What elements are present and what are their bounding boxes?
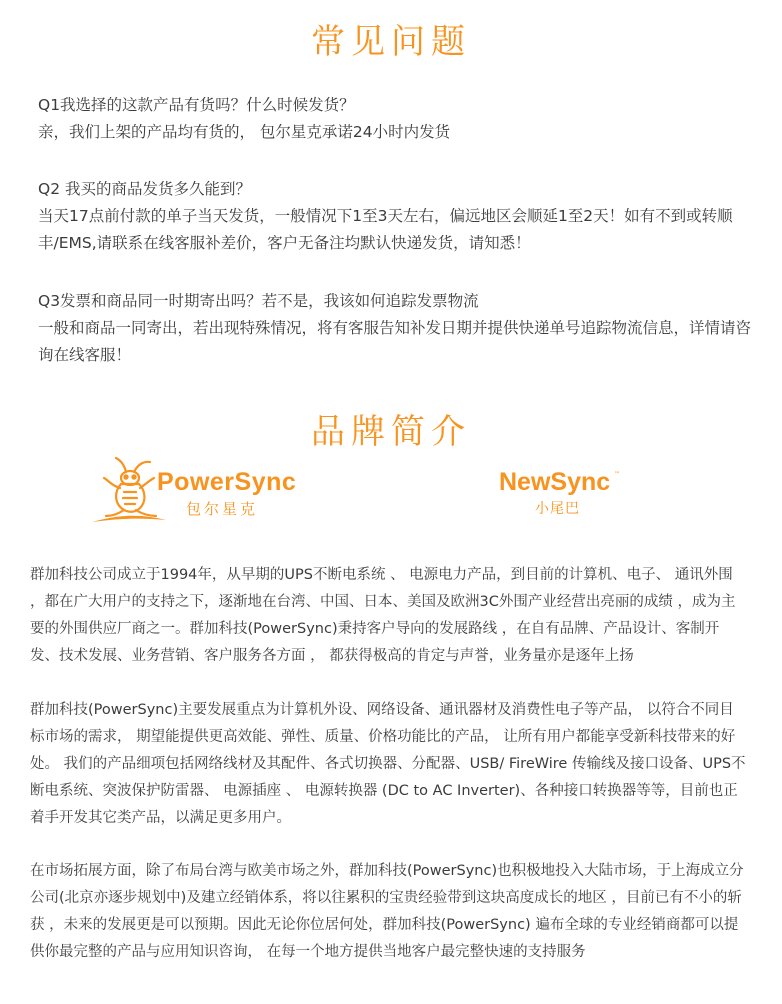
faq-item [38, 92, 754, 146]
newsync-logo [497, 468, 627, 520]
brand-section-title: 品牌简介 [311, 412, 471, 452]
newsync-brand-name: NewSync [499, 468, 611, 496]
faq-question: Q1我选择的这款产品有货吗？什么时候发货？ [38, 96, 355, 114]
faq-question: Q2 我买的商品发货多久能到？ [38, 180, 251, 198]
faq-question: Q3发票和商品同一时期寄出吗？若不是，我该如何追踪发票物流 [38, 292, 479, 310]
faq-answer: 一般和商品一同寄出，若出现特殊情况，将有客服告知补发日期并提供快递单号追踪物流信息，详情请咨询在线客服！ [38, 319, 752, 364]
newsync-brand-subtitle: 小尾巴 [535, 500, 580, 516]
faq-section-title: 常见问题 [311, 22, 471, 62]
faq-item [38, 288, 754, 369]
brand-intro-paragraph: 群加科技(PowerSync)主要发展重点为计算机外设、网络设备、通讯器材及消费性电子等产品， 以符合不同目标市场的需求， 期望能提供更高效能、弹性、质量、价格功能比的产品， 让所有用户都能享受新科技带来的好处。 我们的产品细项包括网络线材及其配件、各式切换器、分配器、USB/ FireWire 传输线及接口设备、UPS不断电系统、突波保护防雷器、 电源插座 、 电源转换器 (DC to AC Inverter)、各种接口转换器等等，目前也正着手开发其它类产品，以满足更多用户。 [30, 702, 746, 826]
powersync-logo [90, 456, 310, 526]
faq-item [38, 176, 754, 257]
brand-intro-paragraph: 在市场拓展方面，除了布局台湾与欧美市场之外，群加科技(PowerSync)也积极地投入大陆市场，于上海成立分公司(北京亦逐步规划中)及建立经销体系，将以往累积的宝贵经验带到这块高度成长的地区 ，目前已有不小的斩获 ，未来的发展更是可以预期。因此无论你位居何处，群加科技(PowerSync) 遍布全球的专业经销商都可以提供你最完整的产品与应用知识咨询， 在每一个地方提供当地客户最完整快速的支持服务 [30, 863, 744, 960]
powersync-brand-name: PowerSync [157, 468, 297, 496]
faq-answer: 亲，我们上架的产品均有货的， 包尔星克承诺24小时内发货 [38, 123, 451, 141]
faq-answer: 当天17点前付款的单子当天发货，一般情况下1至3天左右，偏远地区会顺延1至2天！如有不到或转顺丰/EMS,请联系在线客服补差价，客户无备注均默认快递发货，请知悉！ [38, 207, 733, 252]
newsync-trademark: ™ [614, 471, 620, 478]
brand-intro-paragraph: 群加科技公司成立于1994年，从早期的UPS不断电系统 、 电源电力产品，到目前的计算机、电子、 通讯外围 ，都在广大用户的支持之下，逐渐地在台湾、中国、日本、美国及欧洲3C外围产业经营出亮丽的成绩 ，成为主要的外围供应厂商之一。群加科技(PowerSync)秉持客户导向的发展路线 ，在自有品牌、产品设计、客制开发、技术发展、业务营销、客户服务各方面 ， 都获得极高的肯定与声誉，业务量亦是逐年上扬 [30, 567, 736, 664]
powersync-brand-subtitle: 包尔星克 [186, 501, 259, 518]
